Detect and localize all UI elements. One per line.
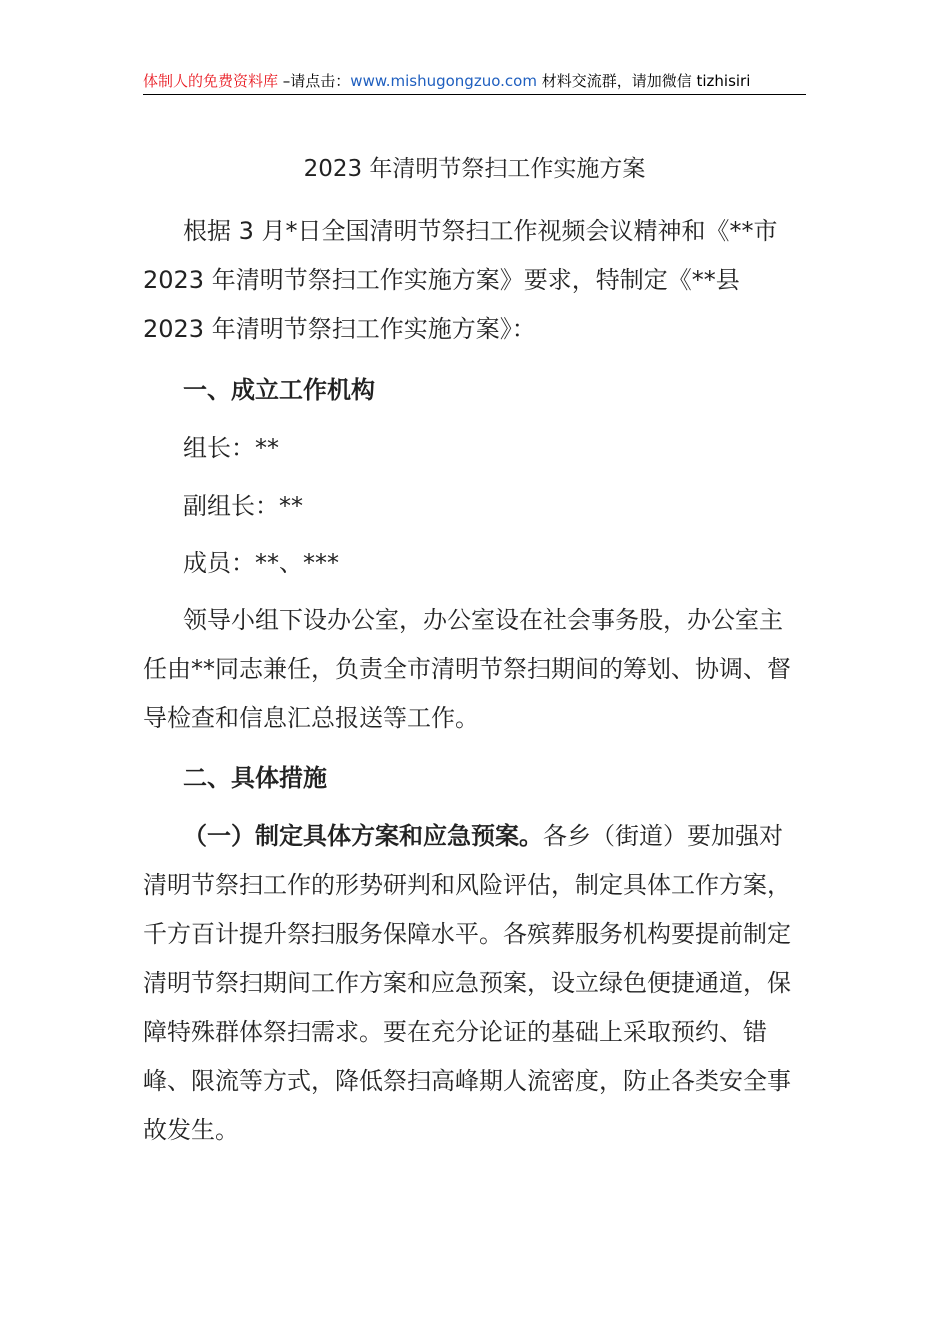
deputy-leader-line: 副组长：** — [183, 492, 303, 520]
measure-1-body: 各乡（街道）要加强对清明节祭扫工作的形势研判和风险评估，制定具体工作方案，千方百计提升祭扫服务保障水平。各殡葬服务机构要提前制定清明节祭扫期间工作方案和应急预案，设立绿色便捷通道，保障特殊群体祭扫需求。要在充分论证的基础上采取预约、错峰、限流等方式，降低祭扫高峰期人流密度，防止各类安全事故发生。 — [143, 822, 791, 1144]
header-click-prompt: –请点击： — [278, 72, 351, 90]
page-header — [143, 70, 806, 95]
document-title: 2023 年清明节祭扫工作实施方案 — [303, 156, 646, 182]
header-contact-text: 材料交流群，请加微信 tizhisiri — [536, 72, 751, 90]
members-line: 成员：**、*** — [183, 549, 339, 577]
intro-paragraph: 根据 3 月*日全国清明节祭扫工作视频会议精神和《**市 2023 年清明节祭扫工作实施方案》要求，特制定《**县 2023 年清明节祭扫工作实施方案》： — [143, 217, 778, 343]
measure-1-title: （一）制定具体方案和应急预案。 — [183, 822, 543, 850]
leader-line: 组长：** — [183, 434, 279, 462]
header-site-name: 体制人的免费资料库 — [143, 72, 279, 90]
measure-1-paragraph — [143, 812, 806, 1155]
section-heading-measures: 二、具体措施 — [183, 764, 327, 792]
header-url-link[interactable]: www.mishugongzuo.com — [350, 72, 537, 90]
section-heading-organization: 一、成立工作机构 — [183, 376, 375, 404]
office-paragraph: 领导小组下设办公室，办公室设在社会事务股，办公室主任由**同志兼任，负责全市清明节祭扫期间的筹划、协调、督导检查和信息汇总报送等工作。 — [143, 606, 791, 732]
